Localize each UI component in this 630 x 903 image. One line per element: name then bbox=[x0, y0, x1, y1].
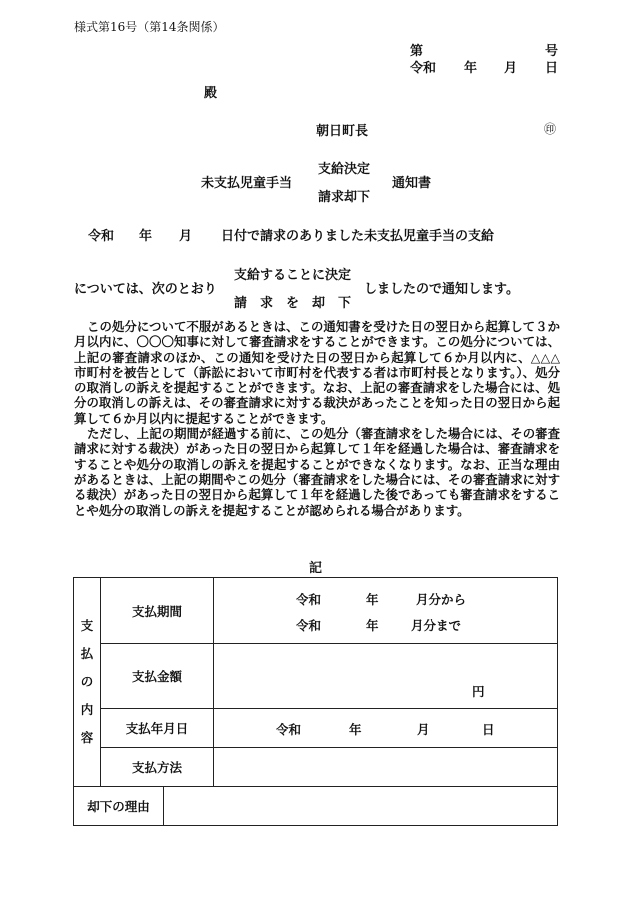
payment-period-label: 支払期間 bbox=[101, 578, 214, 644]
appeal-paragraph-2: ただし、上記の期間が経過する前に、この処分（審査請求をした場合には、その審査請求に対する裁決）があった日の翌日から起算して１年を経過した場合は、審査請求をすることや処分の取消しの訴えを提起することができなくなります。なお、正当な理由があるときは、上記の期間やこの処分（審査請求をした場合には、その審査請求に対する裁決）があった日の翌日から起算して１年を経過した後であっても審査請求をすることや処分の取消しの訴えを提起することが認められる場合があります。 bbox=[74, 426, 560, 518]
date-year: 年 bbox=[464, 61, 478, 76]
intro-month: 月 bbox=[179, 229, 193, 244]
decision-suffix: しましたので通知します。 bbox=[364, 282, 519, 297]
rejection-reason-field[interactable] bbox=[164, 787, 558, 826]
payment-method-label: 支払方法 bbox=[101, 748, 214, 787]
payment-content-label: 支 払 の 内 容 bbox=[74, 578, 101, 787]
addressee-honorific: 殿 bbox=[204, 86, 218, 101]
intro-text: 日付で請求のありました未支払児童手当の支給 bbox=[221, 229, 495, 244]
title-option-reject: 請求却下 bbox=[318, 190, 371, 205]
intro-era: 令和 bbox=[88, 229, 115, 244]
payment-details-table bbox=[73, 577, 558, 826]
payment-date-field[interactable]: 令和 年 月 日 bbox=[214, 709, 558, 748]
title-option-grant: 支給決定 bbox=[318, 162, 371, 177]
doc-no-suffix: 号 bbox=[545, 44, 559, 59]
payment-amount-label: 支払金額 bbox=[101, 644, 214, 709]
date-day: 日 bbox=[545, 61, 559, 76]
appeal-notice bbox=[74, 319, 560, 518]
date-month: 月 bbox=[504, 61, 518, 76]
date-era: 令和 bbox=[410, 61, 437, 76]
ki-heading: 記 bbox=[309, 561, 323, 576]
decision-option-grant: 支給することに決定 bbox=[234, 268, 352, 283]
title-suffix: 通知書 bbox=[392, 176, 432, 191]
title-prefix: 未支払児童手当 bbox=[201, 176, 293, 191]
payment-date-label: 支払年月日 bbox=[101, 709, 214, 748]
rejection-reason-label: 却下の理由 bbox=[74, 787, 164, 826]
intro-year: 年 bbox=[139, 229, 153, 244]
doc-no-label: 第 bbox=[410, 44, 424, 59]
appeal-paragraph-1: この処分について不服があるときは、この通知書を受けた日の翌日から起算して３か月以内に、〇〇〇知事に対して審査請求をすることができます。この処分については、上記の審査請求のほか、この通知を受けた日の翌日から起算して６か月以内に、△△△市町村を被告として（訴訟において市町村を代表する者は市町村長となります。）、処分の取消しの訴えを提起することができます。なお、上記の審査請求をした場合には、処分の取消しの訴えは、その審査請求に対する裁決があったことを知った日の翌日から起算して６か月以内に提起することができます。 bbox=[74, 319, 560, 426]
seal-mark: ㊞ bbox=[544, 122, 557, 136]
form-number: 様式第16号（第14条関係） bbox=[74, 20, 225, 34]
payment-amount-field[interactable]: 円 bbox=[214, 644, 558, 709]
issuer: 朝日町長 bbox=[316, 124, 369, 139]
payment-period-field[interactable]: 令和 年 月分から 令和 年 月分まで bbox=[214, 578, 558, 644]
decision-prefix: については、次のとおり bbox=[74, 282, 217, 297]
payment-method-field[interactable] bbox=[214, 748, 558, 787]
decision-option-reject: 請 求 を 却 下 bbox=[234, 296, 352, 311]
